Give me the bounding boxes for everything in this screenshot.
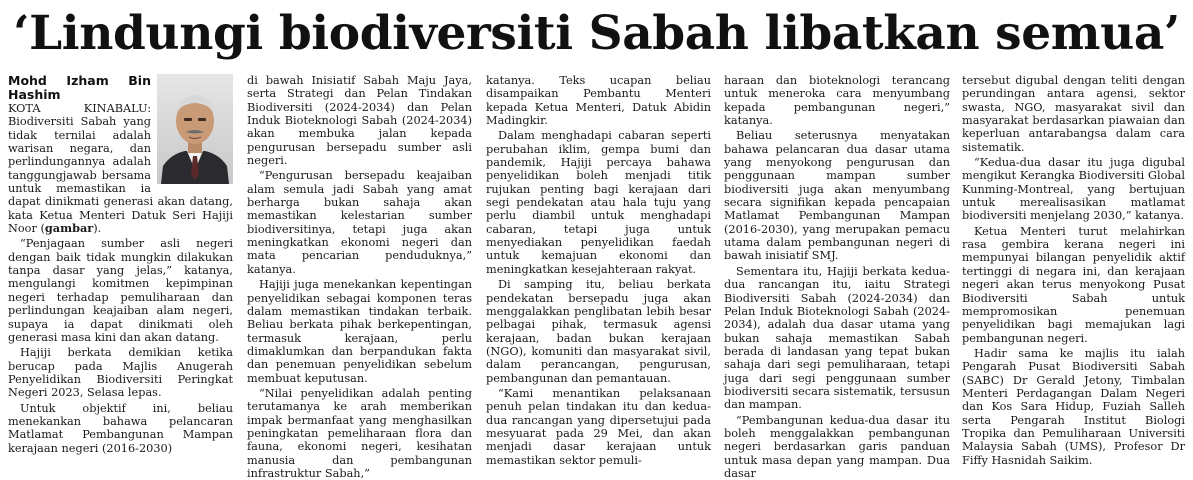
paragraph: Hajiji berkata demikian ketika berucap pada Majlis Anugerah Penyelidikan Biodiversiti Peringkat Negeri 2023, Selasa lepas. [8, 346, 233, 400]
article-column-2 [247, 74, 472, 480]
paragraph: Hajiji juga menekankan kepentingan penyelidikan sebagai komponen teras dalam memastikan tindakan terbaik. Beliau berkata pihak berkepentingan, termasuk kerajaan, perlu dimaklumkan dan berpandukan fakta dan penemuan penyelidikan sebelum membuat keputusan. [247, 278, 472, 385]
paragraph: “Penjagaan sumber asli negeri dengan baik tidak mungkin dilakukan tanpa dasar yang jelas,” katanya, mengulangi komitmen kepimpinan negeri terhadap pemuliharaan dan perlindungan keajaiban alam negeri, supaya ia dapat dinikmati oleh generasi masa kini dan akan datang. [8, 237, 233, 344]
byline: Mohd Izham Bin Hashim [8, 73, 151, 102]
portrait-photo [157, 74, 233, 184]
paragraph: haraan dan bioteknologi terancang untuk meneroka cara menyumbang kepada pembangunan negeri,” katanya. [724, 74, 950, 128]
article-column-5 [962, 74, 1185, 467]
paragraph: tersebut digubal dengan teliti dengan perundingan antara agensi, sektor swasta, NGO, masyarakat sivil dan masyarakat berdasarkan piawaian dan keperluan antarabangsa dalam cara sistematik. [962, 74, 1185, 154]
paragraph: “Kami menantikan pelaksanaan penuh pelan tindakan itu dan kedua-dua rancangan yang dipersetujui pada mesyuarat pada 29 Mei, dan akan menjadi dasar kerajaan untuk memastikan sektor pemuli- [486, 386, 711, 467]
article-column-3 [486, 74, 711, 467]
article-headline: ‘Lindungi biodiversiti Sabah libatkan semua’ [13, 6, 1180, 61]
paragraph: “Pengurusan bersepadu keajaiban alam semula jadi Sabah yang amat berharga bukan sahaja akan memastikan kelestarian sumber biodiversitinya, tetapi juga akan meningkatkan ekonomi negeri dan mata pencarian penduduknya,” katanya. [247, 169, 472, 276]
paragraph: Ketua Menteri turut melahirkan rasa gembira kerana negeri ini mempunyai bilangan penyelidik aktif tertinggi di negara ini, dan kerajaan negeri akan terus menyokong Pusat Biodiversiti Sabah untuk mempromosikan penemuan penyelidikan bagi memajukan lagi pembangunan negeri. [962, 224, 1185, 345]
article-column-1 [8, 73, 233, 455]
article-column-4 [724, 74, 950, 480]
paragraph: Untuk objektif ini, beliau menekankan bahawa pelancaran Matlamat Pembangunan Mampan kerajaan negeri (2016-2030) [8, 401, 233, 455]
paragraph: Hadir sama ke majlis itu ialah Pengarah Pusat Biodiversiti Sabah (SABC) Dr Gerald Jetony, Timbalan Menteri Perdagangan Dalam Negeri dan Kos Sara Hidup, Fuziah Salleh serta Pengarah Institut Biologi Tropika dan Pemuliharaan Universiti Malaysia Sabah (UMS), Profesor Dr Fiffy Hasnidah Saikim. [962, 346, 1185, 467]
paragraph: Dalam menghadapi cabaran seperti perubahan iklim, gempa bumi dan pandemik, Hajiji percaya bahawa penyelidikan boleh menjadi titik rujukan penting bagi kerajaan dari segi pendekatan atau hala tuju yang perlu diambil untuk menghadapi cabaran, tetapi juga untuk menyediakan penyelidikan faedah untuk kemajuan ekonomi dan meningkatkan kesejahteraan rakyat. [486, 129, 711, 276]
paragraph: “Nilai penyelidikan adalah penting terutamanya ke arah memberikan impak bermanfaat yang menghasilkan peningkatan pemeliharaan flora dan fauna, ekonomi negeri, kesihatan manusia dan pembangunan infrastruktur Sabah,” [247, 386, 472, 480]
paragraph: Di samping itu, beliau berkata pendekatan bersepadu juga akan menggalakkan penglibatan lebih besar pelbagai pihak, termasuk agensi kerajaan, badan bukan kerajaan (NGO), komuniti dan masyarakat sivil, dalam perancangan, pengurusan, pembangunan dan pemantauan. [486, 278, 711, 385]
lead-paragraph-end: ). [93, 222, 102, 236]
paragraph: “Pembangunan kedua-dua dasar itu boleh menggalakkan pembangunan negeri berdasarkan garis panduan untuk masa depan yang mampan. Dua dasar [724, 413, 950, 480]
paragraph: Beliau seterusnya menyatakan bahawa pelancaran dua dasar utama yang menyokong pengurusan dan penggunaan mampan sumber biodiversiti juga akan menyumbang secara signifikan kepada pencapaian Matlamat Pembangunan Mampan (2016-2030), yang merupakan pemacu utama dalam pembangunan negeri di bawah inisiatif SMJ. [724, 129, 950, 263]
lead-paragraph: KOTA KINABALU: Biodiversiti Sabah yang tidak ternilai adalah warisan negara, dan perlindungannya adalah tanggungjawab bersama untuk memastikan ia dapat dinikmati generasi akan datang, kata Ketua Menteri Datuk Seri Hajiji Noor ( [8, 102, 233, 236]
portrait-illustration [157, 74, 233, 184]
paragraph: Sementara itu, Hajiji berkata kedua-dua rancangan itu, iaitu Strategi Biodiversiti Sabah (2024-2034) dan Pelan Induk Bioteknologi Sabah (2024-2034), adalah dua dasar utama yang bukan sahaja memastikan Sabah berada di landasan yang tepat bukan sahaja dari segi pemuliharaan, tetapi juga dari segi penggunaan sumber biodiversiti secara sistematik, tersusun dan mampan. [724, 264, 950, 412]
paragraph: di bawah Inisiatif Sabah Maju Jaya, serta Strategi dan Pelan Tindakan Biodiversiti (2024-2034) dan Pelan Induk Bioteknologi Sabah (2024-2034) akan membuka jalan kepada pengurusan bersepadu sumber asli negeri. [247, 74, 472, 168]
paragraph: katanya. Teks ucapan beliau disampaikan Pembantu Menteri kepada Ketua Menteri, Datuk Abidin Madingkir. [486, 74, 711, 128]
photo-caption-ref: gambar [44, 221, 94, 236]
paragraph: “Kedua-dua dasar itu juga digubal mengikut Kerangka Biodiversiti Global Kunming-Montreal, yang bertujuan untuk merealisasikan matlamat biodiversiti menjelang 2030,” katanya. [962, 156, 1185, 223]
